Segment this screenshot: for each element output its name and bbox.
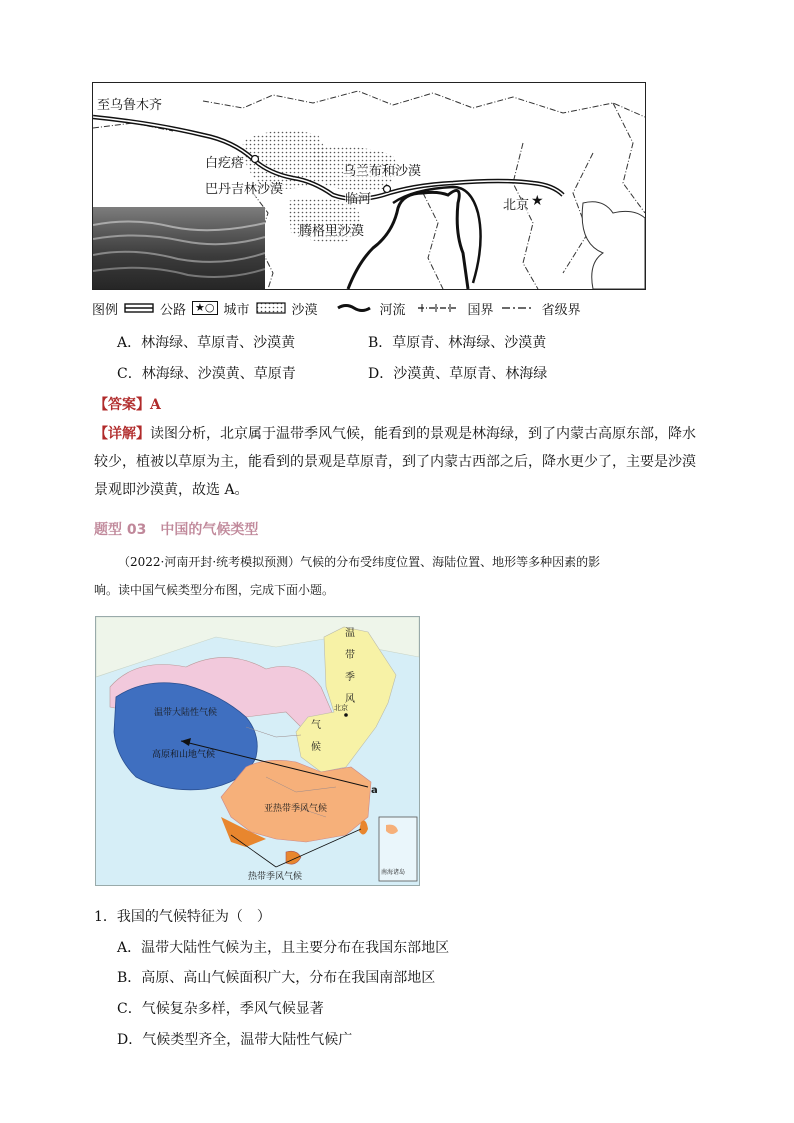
answer-line — [94, 394, 161, 414]
city-baiyiluo — [252, 156, 259, 163]
detail-tag: 【详解】 — [94, 426, 150, 442]
city-beijing-star: ★ — [531, 193, 544, 209]
legend-desert-symbol — [256, 302, 286, 314]
label-beijing: 北京 — [503, 198, 530, 213]
detail-line-3: 景观即沙漠黄，故选 A。 — [94, 482, 249, 498]
label-point-a: a — [371, 785, 378, 796]
label-badanjilin: 巴丹吉林沙漠 — [205, 182, 284, 197]
map-legend — [92, 298, 581, 318]
label-wulanbuhe: 乌兰布和沙漠 — [343, 164, 422, 179]
label-temperate-monsoon-vertical-1: 温 带 季 风 — [345, 628, 355, 705]
label-tenggeli: 腾格里沙漠 — [299, 224, 365, 239]
q1-option-c: C．气候复杂多样，季风气候显著 — [117, 1001, 324, 1017]
prev-option-c: C．林海绿、沙漠黄、草原青 — [117, 366, 296, 382]
label-linhe: 临河 — [345, 192, 372, 207]
label-temperate-continental: 温带大陆性气候 — [154, 708, 218, 718]
legend-title: 图例 — [92, 302, 119, 318]
answer-tag: 【答案】 — [94, 397, 150, 413]
label-south-sea: 南海诸岛 — [381, 869, 406, 876]
detail-line-1: 【详解】读图分析，北京属于温带季风气候，能看到的景观是林海绿，到了内蒙古高原东部，降水 — [94, 426, 696, 442]
detail-line-2: 较少，植被以草原为主，能看到的景观是草原青，到了内蒙古西部之后，降水更少了，主要是沙漠 — [94, 454, 696, 470]
legend-border-symbol — [412, 302, 462, 314]
legend-province: 省级界 — [541, 302, 581, 318]
sand-dune-photo — [93, 207, 265, 289]
legend-city: 城市 — [223, 302, 250, 318]
q1-option-a: A．温带大陆性气候为主，且主要分布在我国东部地区 — [117, 940, 450, 956]
climate-map-shapes — [96, 617, 419, 885]
prev-option-d: D．沙漠黄、草原青、林海绿 — [368, 366, 548, 382]
q1-option-d: D．气候类型齐全，温带大陆性气候广 — [117, 1032, 353, 1048]
legend-desert: 沙漠 — [291, 302, 318, 318]
intro-line-1: （2022·河南开封·统考模拟预测）气候的分布受纬度位置、海陆位置、地形等多种因素的影 — [118, 555, 601, 569]
city-linhe — [384, 186, 391, 193]
climate-map — [95, 616, 420, 886]
section-title: 题型 03 中国的气候类型 — [94, 522, 259, 538]
label-baiyiluo: 白疙瘩 — [205, 156, 245, 171]
label-tropical: 热带季风气候 — [248, 872, 303, 882]
label-beijing-map2: 北京 — [334, 704, 348, 712]
label-urumqi: 至乌鲁木齐 — [97, 98, 163, 113]
legend-province-symbol — [500, 302, 536, 314]
answer-value: A — [150, 397, 161, 413]
route-map — [92, 82, 646, 290]
prev-option-b: B．草原青、林海绿、沙漠黄 — [368, 335, 547, 351]
detail-block — [94, 420, 734, 504]
prev-option-a: A．林海绿、草原青、沙漠黄 — [117, 335, 296, 351]
legend-city-symbol: ★○ — [192, 301, 217, 315]
label-subtropical: 亚热带季风气候 — [264, 804, 328, 814]
legend-river-symbol — [324, 302, 374, 314]
legend-road: 公路 — [160, 302, 187, 318]
q1-option-b: B．高原、高山气候面积广大，分布在我国南部地区 — [117, 970, 436, 986]
legend-road-symbol — [124, 302, 154, 314]
label-temperate-monsoon-vertical-2: 气 候 — [311, 720, 321, 753]
legend-river: 河流 — [379, 302, 406, 318]
label-plateau: 高原和山地气候 — [152, 750, 216, 760]
legend-border: 国界 — [467, 302, 494, 318]
intro-line-2: 响。读中国气候类型分布图，完成下面小题。 — [94, 583, 335, 597]
q1-stem: 1．我国的气候特征为（ ） — [94, 909, 271, 925]
